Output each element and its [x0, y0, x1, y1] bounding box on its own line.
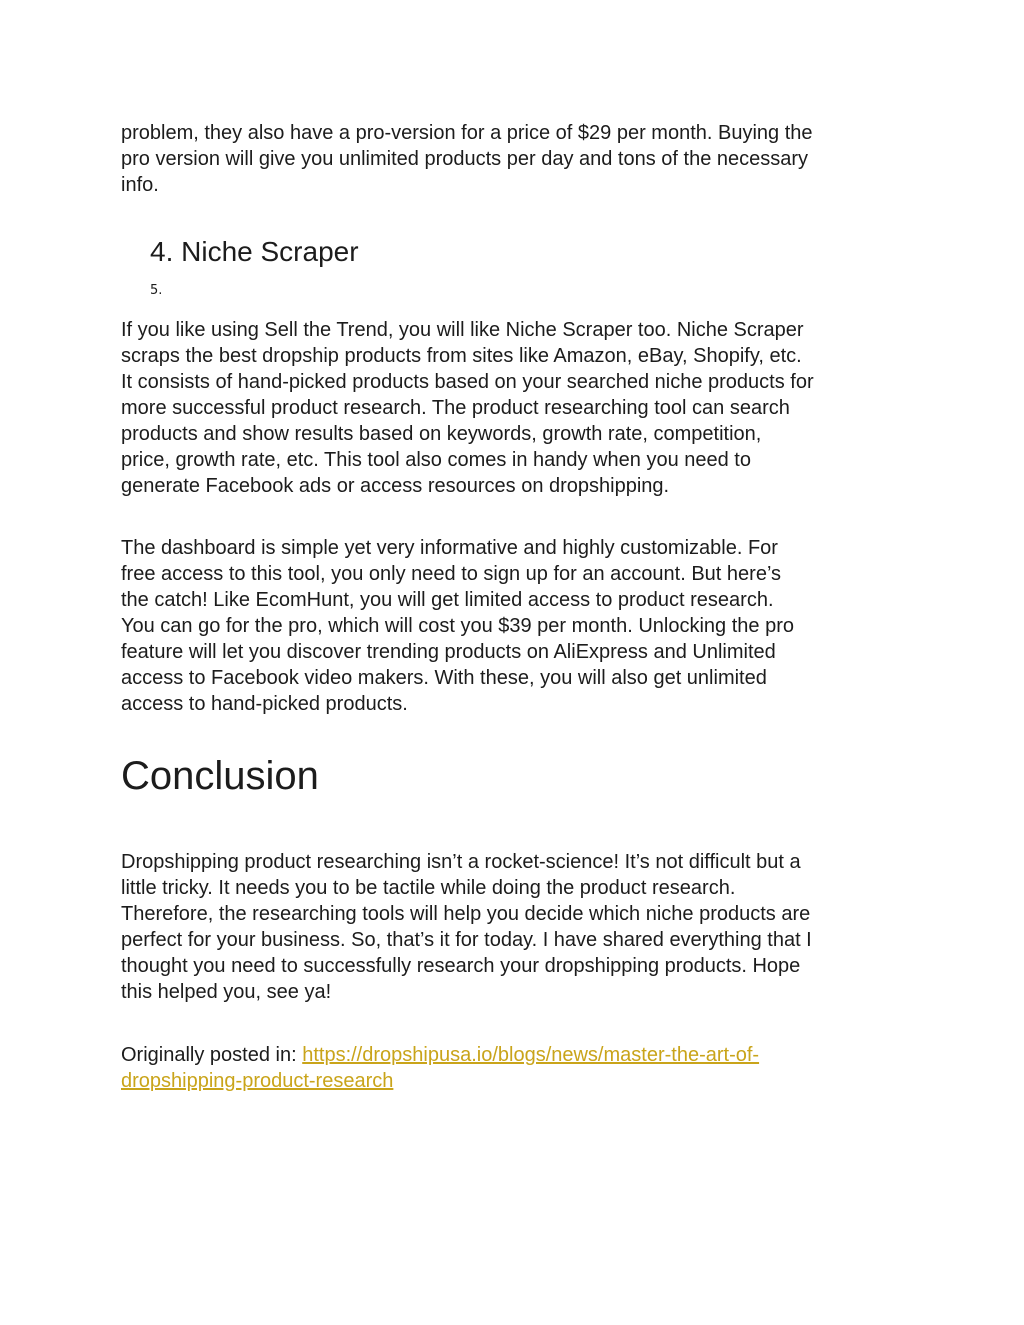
text-line: access to hand-picked products. — [121, 693, 408, 715]
source-link[interactable]: https://dropshipusa.io/blogs/news/master-the-art-of- — [302, 1044, 760, 1066]
text-line: generate Facebook ads or access resources on dropshipping. — [121, 475, 670, 497]
conclusion-paragraph — [121, 849, 921, 1005]
text-line: the catch! Like EcomHunt, you will get limited access to product research. — [121, 589, 774, 611]
conclusion-heading: Conclusion — [121, 754, 319, 798]
text-line: price, growth rate, etc. This tool also comes in handy when you need to — [121, 449, 751, 471]
dashboard-paragraph — [121, 535, 921, 717]
origin-line-1 — [121, 1042, 921, 1068]
text-line: perfect for your business. So, that’s it for today. I have shared everything that I — [121, 929, 812, 951]
niche-scraper-heading: 4. Niche Scraper — [150, 236, 359, 267]
origin-line-2 — [121, 1068, 921, 1094]
text-line: It consists of hand-picked products based on your searched niche products for — [121, 371, 814, 393]
text-line: pro version will give you unlimited products per day and tons of the necessary — [121, 148, 809, 170]
list-marker: 5. — [150, 283, 163, 298]
text-line: access to Facebook video makers. With these, you will also get unlimited — [121, 667, 767, 689]
text-line: problem, they also have a pro-version for a price of $29 per month. Buying the — [121, 122, 813, 144]
niche-scraper-paragraph — [121, 317, 921, 499]
text-line: Dropshipping product researching isn’t a rocket-science! It’s not difficult but a — [121, 851, 801, 873]
origin-label: Originally posted in: — [121, 1044, 303, 1066]
originally-posted-paragraph — [121, 1042, 921, 1094]
text-line: products and show results based on keywords, growth rate, competition, — [121, 423, 762, 445]
intro-paragraph — [121, 120, 921, 198]
text-line: If you like using Sell the Trend, you will like Niche Scraper too. Niche Scraper — [121, 319, 804, 341]
text-line: feature will let you discover trending products on AliExpress and Unlimited — [121, 641, 776, 663]
text-line: You can go for the pro, which will cost you $39 per month. Unlocking the pro — [121, 615, 794, 637]
text-line: free access to this tool, you only need to sign up for an account. But here’s — [121, 563, 782, 585]
text-line: thought you need to successfully research your dropshipping products. Hope — [121, 955, 801, 977]
text-line: The dashboard is simple yet very informative and highly customizable. For — [121, 537, 778, 559]
text-line: little tricky. It needs you to be tactile while doing the product research. — [121, 877, 736, 899]
text-line: info. — [121, 174, 159, 196]
text-line: scraps the best dropship products from sites like Amazon, eBay, Shopify, etc. — [121, 345, 802, 367]
source-link-continued[interactable]: dropshipping-product-research — [121, 1070, 394, 1092]
text-line: more successful product research. The product researching tool can search — [121, 397, 790, 419]
text-line: this helped you, see ya! — [121, 981, 332, 1003]
text-line: Therefore, the researching tools will help you decide which niche products are — [121, 903, 811, 925]
